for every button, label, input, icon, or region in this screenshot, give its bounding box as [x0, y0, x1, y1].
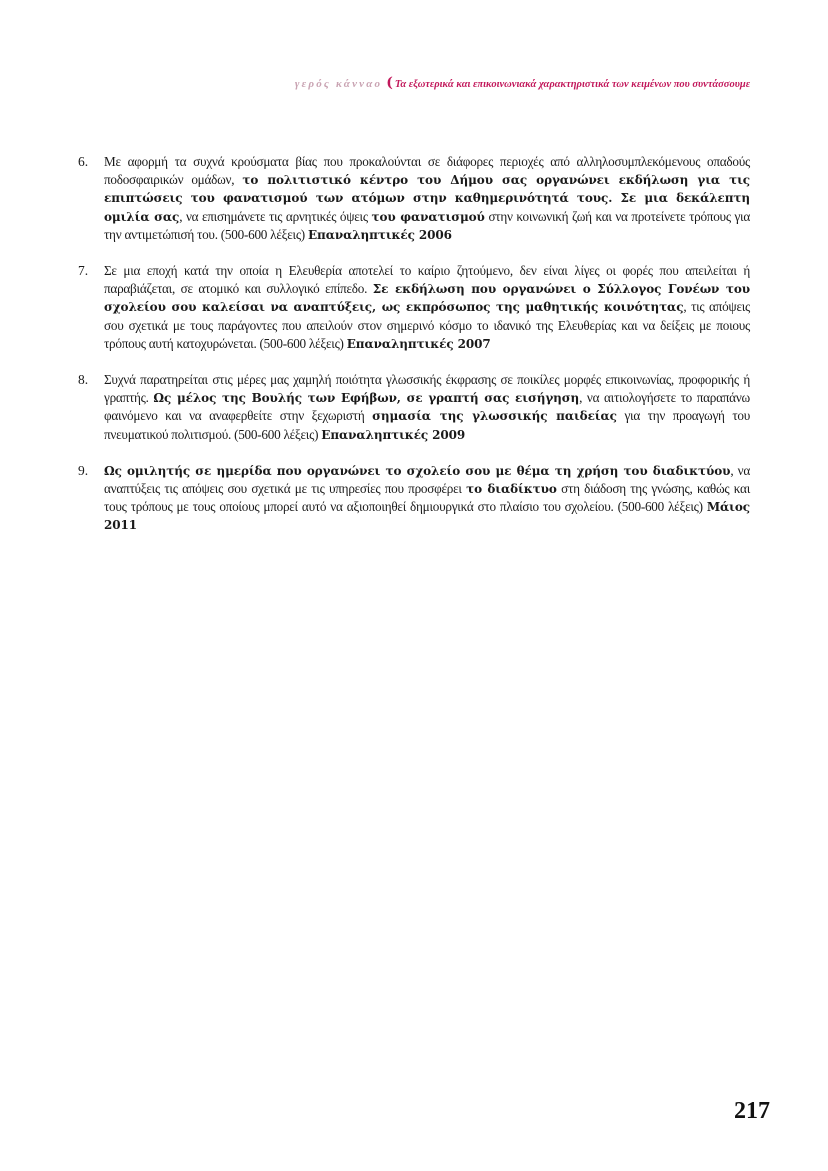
exercise-number: 8.	[78, 372, 89, 388]
header-bracket: (	[386, 75, 393, 91]
exercise-item	[78, 262, 750, 353]
exercise-text: Ως ομιλητής σε ημερίδα που οργανώνει το σχολείο σου με θέμα τη χρήση του διαδικτύου, να αναπτύξεις τις απόψεις σου σχετικά με τις υπηρεσίες που προσφέρει το διαδίκτυο στη διάδοση της γνώσης, καθώς και τους τρόπους με τους οποίους μπορεί αυτό να αξιοποιηθεί δημιουργικά στο πλαίσιο του σχολείου. (500-600 λέξεις) Μάιος 2011	[104, 462, 750, 533]
exercise-number: 9.	[78, 462, 89, 478]
page-number: 217	[734, 1098, 770, 1124]
exercise-item	[78, 371, 750, 444]
exercise-text: Σε μια εποχή κατά την οποία η Ελευθερία αποτελεί το καίριο ζητούμενο, δεν είναι λίγες οι φορές που απειλείται ή παραβιάζεται, σε ατομικό και συλλογικό επίπεδο. Σε εκδήλωση που οργανώνει ο Σύλλογος Γονέων του σχολείου σου καλείσαι να αναπτύξεις, ως εκπρόσωπος της μαθητικής κοινότητας, τις απόψεις σου σχετικά με τους παράγοντες που απειλούν στον σημερινό κόσμο το ιδανικό της Ελευθερίας και να δείξεις με ποιους τρόπους αυτή κατοχυρώνεται. (500-600 λέξεις) Επαναληπτικές 2007	[104, 263, 750, 351]
header-section-name: γερός κάνναο	[294, 78, 383, 90]
exercise-text: Με αφορμή τα συχνά κρούσματα βίας που προκαλούνται σε διάφορες περιοχές από αλληλοσυμπλεκόμενους οπαδούς ποδοσφαιρικών ομάδων, το πολιτιστικό κέντρο του Δήμου σας οργανώνει εκδήλωση για τις επιπτώσεις του φανατισμού των ατόμων στην καθημερινότητά τους. Σε μια δεκάλεπτη ομιλία σας, να επισημάνετε τις αρνητικές όψεις του φανατισμού στην κοινωνική ζωή και να προτείνετε τρόπους για την αντιμετώπισή του. (500-600 λέξεις) Επαναληπτικές 2006	[104, 154, 751, 242]
running-header	[295, 76, 750, 92]
exercise-list	[78, 153, 750, 553]
exercise-number: 6.	[78, 154, 89, 169]
exercise-item	[78, 462, 750, 535]
exercise-number: 7.	[78, 263, 89, 279]
exercise-item	[78, 153, 750, 244]
exercise-text: Συχνά παρατηρείται στις μέρες μας χαμηλή ποιότητα γλωσσικής έκφρασης σε ποικίλες μορφές επικοινωνίας, προφορικής ή γραπτής. Ως μέλος της Βουλής των Εφήβων, σε γραπτή σας εισήγηση, να αιτιολογήσετε το παραπάνω φαινόμενο και να αναφερθείτε στην ξεχωριστή σημασία της γλωσσικής παιδείας για την προαγωγή του πνευματικού πολιτισμού. (500-600 λέξεις) Επαναληπτικές 2009	[104, 372, 750, 442]
header-chapter-title: Τα εξωτερικά και επικοινωνιακά χαρακτηριστικά των κειμένων που συντάσσουμε	[394, 79, 750, 90]
